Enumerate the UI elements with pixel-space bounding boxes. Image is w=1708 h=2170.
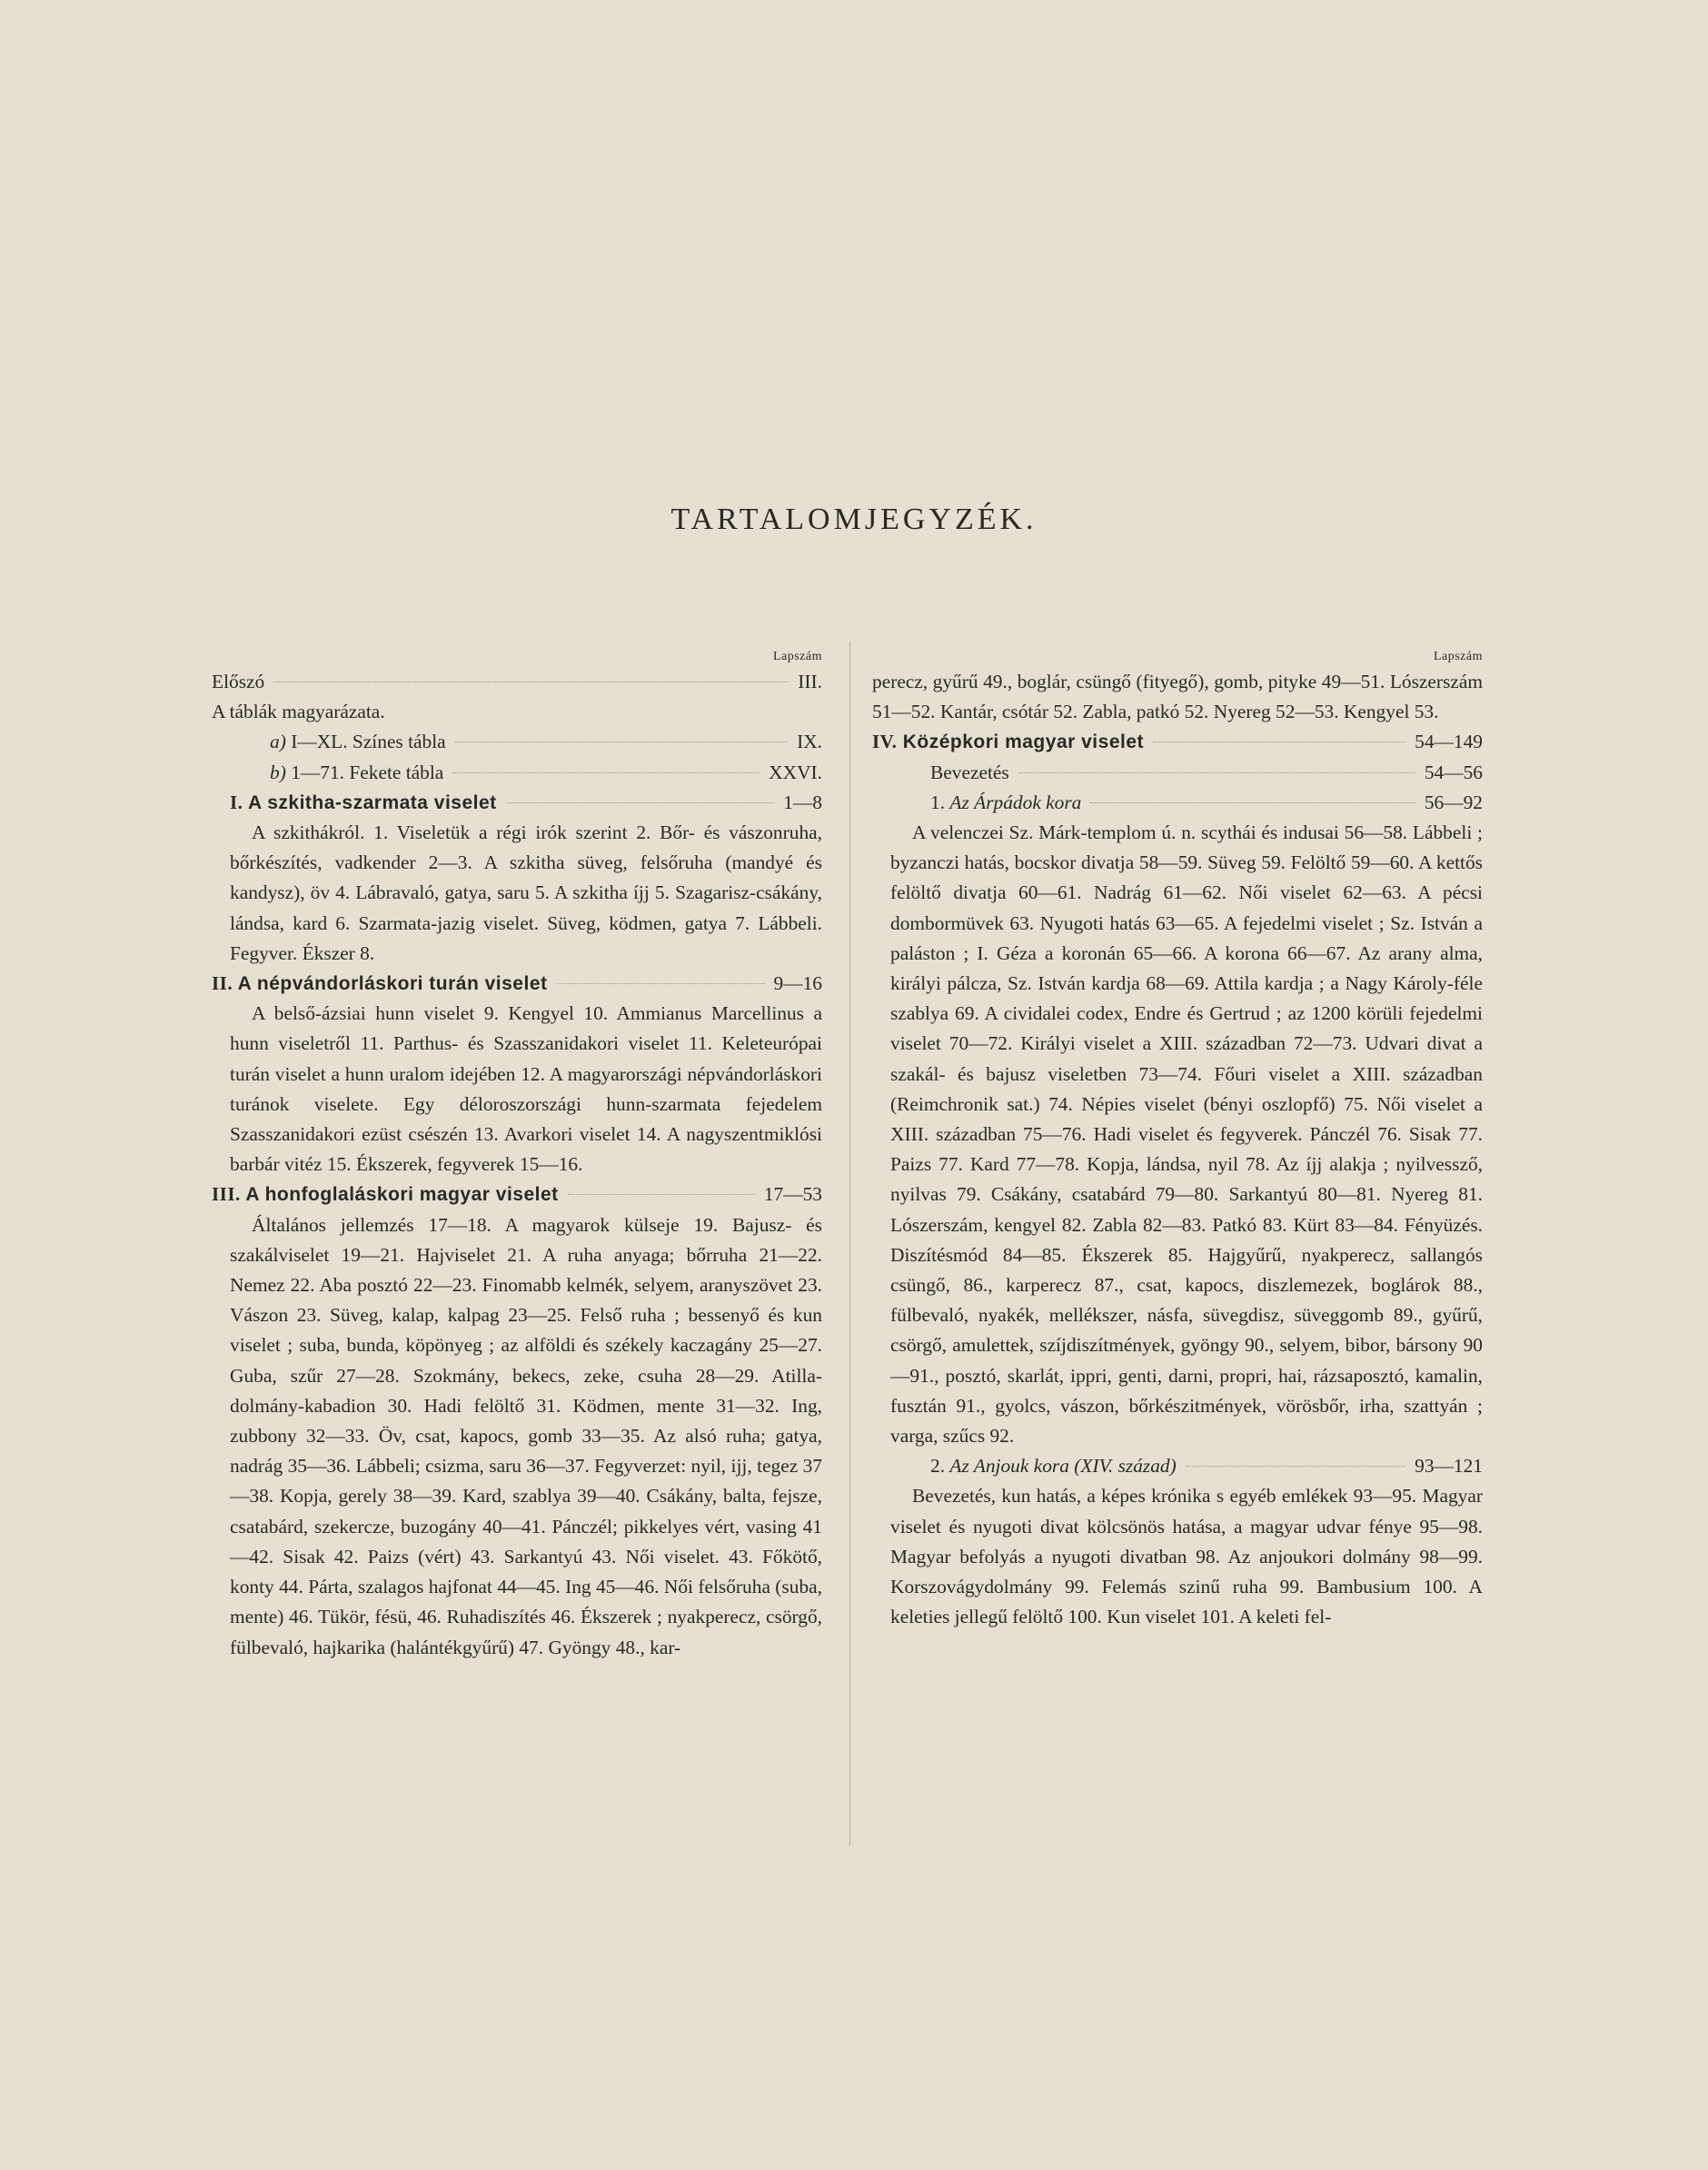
section-3-contents-continued: perecz, gyűrű 49., boglár, csüngő (fityegő), gomb, pityke 49—51. Lószerszám 51—52. Kantár, csótár 52. Zabla, patkó 52. Nyereg 52—53. Kengyel 53. — [872, 671, 1483, 723]
toc-section-1[interactable] — [212, 788, 822, 818]
section-pages: 17—53 — [763, 1183, 822, 1206]
toc-subsection-1[interactable] — [872, 788, 1483, 818]
entry-page: XXVI. — [769, 761, 822, 783]
dot-leader — [506, 802, 775, 803]
entry-page: III. — [798, 671, 822, 692]
entry-mark: b) — [270, 761, 286, 783]
toc-entry-black-plates[interactable] — [212, 758, 822, 788]
toc-entry-introduction[interactable] — [872, 758, 1483, 788]
toc-subsection-2[interactable] — [872, 1451, 1483, 1481]
dot-leader — [568, 1194, 755, 1195]
toc-entry-color-plates[interactable] — [212, 727, 822, 757]
toc-section-2[interactable] — [212, 969, 822, 999]
section-title: A népvándorláskori turán viselet — [237, 973, 548, 995]
section-number: II. — [212, 972, 233, 995]
page-title: TARTALOMJEGYZÉK. — [670, 503, 1038, 536]
section-3-contents: Általános jellemzés 17—18. A magyarok külseje 19. Bajusz- és szakálviselet 19—21. Hajviselet 21. A ruha anyaga; bőrruha 21—22. Nemez 22. Aba posztó 22—23. Finomabb kelmék, selyem, aranyszövet 23. Vászon 23. Süveg, kalap, kalpag 23—25. Felső ruha ; bessenyő és kun viselet ; suba, bunda, köpönyeg ; az alföldi és székely kaczagány 25—27. Guba, szűr 27—28. Szokmány, bekecs, zeke, csuha 28—29. Atilla-dolmány-kabadion 30. Hadi felöltő 31. Ködmen, mente 31—32. Ing, zubbony 32—33. Öv, csat, kapocs, gomb 33—35. Az alsó ruha; gatya, nadrág 35—36. Lábbeli; csizma, saru 36—37. Fegyverzet: nyil, ijj, tegez 37—38. Kopja, gerely 38—39. Kard, szablya 39—40. Csákány, balta, fejsze, csatabárd, szekercze, buzogány 40—41. Pánczél; pikkelyes vért, vasing 41—42. Sisak 42. Paizs (vért) 43. Sarkantyú 43. Női viselet. 43. Főkötő, konty 44. Párta, szalagos hajfonat 44—45. Ing 45—46. Női felsőruha (suba, mente) 46. Tükör, fésü, 46. Ruhadiszítés 46. Ékszerek ; nyakperecz, csörgő, fülbevaló, hajkarika (halántékgyűrű) 47. Gyöngy 48., kar- — [230, 1213, 822, 1658]
entry-page: 54—56 — [1424, 761, 1483, 783]
page-number-header: Lapszám — [772, 650, 822, 663]
toc-entry-plates — [212, 697, 822, 727]
section-title: Középkori magyar viselet — [902, 732, 1145, 753]
subsection-number: 2. — [930, 1455, 946, 1478]
entry-label: 1—71. Fekete tábla — [291, 761, 444, 783]
section-title: A honfoglaláskori magyar viselet — [245, 1184, 559, 1206]
subsection-1-contents: A velenczei Sz. Márk-templom ú. n. scythái és indusai 56—58. Lábbeli ; byzanczi hatás, bocskor divatja 58—59. Süveg 59. Felöltő 59—60. A kettős felöltő divatja 60—61. Nadrág 61—62. Női viselet 62—63. A pécsi dombormüvek 63. Nyugoti hatás 63—65. A fejedelmi viselet ; Sz. István a paláston ; I. Géza a koronán 65—66. A korona 66—67. Az arany alma, királyi pálcza, Sz. István kardja 68—69. Attila kardja ; a Nagy Károly-féle szablya 69. A cividalei codex, Endre és Gertrud ; az 1200 körüli fejedelmi viselet 70—72. Királyi viselet a XIII. században 72—73. Udvari divat a szakál- és bajusz viseletben 73—74. Főuri viselet a XIII. században (Reimchronik sat.) 74. Népies viselet (bényi oszlopfő) 75. Női viselet a XIII. században 75—76. Hadi viselet és fegyverek. Pánczél 76. Sisak 77. Paizs 77. Kard 77—78. Kopja, lándsa, nyil 78. Az íjj alakja ; nyilvessző, nyilvas 79. Csákány, csatabárd 79—80. Sarkantyú 80—81. Nyereg 81. Lószerszám, kengyel 82. Zabla 82—83. Patkó 83. Kürt 83—84. Fényüzés. Diszítésmód 84—85. Ékszerek 85. Hajgyűrű, nyakperecz, sallangós csüngő, 86., karperecz 87., csat, kapocs, diszlemezek, boglárok 88., fülbevaló, nyakék, mellékszer, násfa, süvegdisz, süveggomb 89., gyűrű, csörgő, amulettek, szíjdiszítmények, gyöngy 90., selyem, bibor, bársony 90—91., posztó, skarlát, ippri, genti, darni, propri, hai, rázsaposztó, kamalin, fusztán 91., gyolcs, vászon, bőrkészitmények, vörösbőr, irha, szattyán ; varga, szűcs 92. — [890, 821, 1483, 1448]
entry-label: A táblák magyarázata. — [212, 701, 385, 723]
page-number-header: Lapszám — [1433, 650, 1483, 663]
entry-label: Bevezetés — [930, 761, 1009, 783]
entry-label: I—XL. Színes tábla — [291, 731, 446, 753]
section-2-contents: A belső-ázsiai hunn viselet 9. Kengyel 10. Ammianus Marcellinus a hunn viseletről 11. Parthus- és Szasszanidakori viselet 11. Keleteurópai turán viselet a hunn uralom idejében 12. A magyarországi népvándorláskori turánok viselete. Egy déloroszországi hunn-szarmata fejedelem Szasszanidakori ezüst csészén 13. Avarkori viselet 14. A nagyszentmiklósi barbár vitéz 15. Ékszerek, fegyverek 15—16. — [230, 1002, 822, 1176]
dot-leader — [452, 772, 760, 773]
dot-leader — [1090, 802, 1415, 803]
toc-right-column — [872, 649, 1483, 1633]
dot-leader — [1186, 1466, 1405, 1467]
subsection-title: Az Anjouk kora (XIV. század) — [949, 1455, 1177, 1478]
toc-section-3[interactable] — [212, 1180, 822, 1209]
section-number: IV. — [872, 731, 898, 753]
toc-left-column — [212, 649, 822, 1663]
entry-mark: a) — [270, 731, 286, 753]
section-pages: 9—16 — [773, 972, 822, 995]
column-divider — [849, 642, 850, 1846]
subsection-pages: 56—92 — [1424, 791, 1483, 813]
toc-section-4[interactable] — [872, 727, 1483, 757]
section-pages: 1—8 — [783, 791, 822, 813]
dot-leader — [557, 983, 765, 984]
entry-page: IX. — [797, 731, 822, 753]
subsection-number: 1. — [930, 791, 946, 813]
section-number: I. — [230, 791, 243, 813]
section-1-contents: A szkithákról. 1. Viseletük a régi irók szerint 2. Bőr- és vászonruha, bőrkészítés, vadkender 2—3. A szkitha süveg, felsőruha (mandyé és kandysz), öv 4. Lábravaló, gatya, saru 5. A szkitha íjj 5. Szagarisz-csákány, lándsa, kard 6. Szarmata-jazig viselet. Süveg, ködmen, gatya 7. Lábbeli. Fegyver. Ékszer 8. — [230, 821, 822, 964]
entry-label: Előszó — [212, 671, 265, 692]
section-title: A szkitha-szarmata viselet — [248, 791, 497, 813]
subsection-title: Az Árpádok kora — [949, 791, 1082, 813]
dot-leader — [1018, 772, 1415, 773]
subsection-2-contents: Bevezetés, kun hatás, a képes krónika s egyéb emlékek 93—95. Magyar viselet és nyugoti divat kölcsönös hatása, a magyar udvar fénye 95—98. Magyar befolyás a nyugoti divatban 98. Az anjoukori dolmány 98—99. Korszovágydolmány 99. Felemás szinű ruha 99. Bambusium 100. A keleties jellegű felöltő 100. Kun viselet 101. A keleti fel- — [890, 1485, 1483, 1628]
section-pages: 54—149 — [1415, 731, 1483, 753]
subsection-pages: 93—121 — [1415, 1455, 1483, 1478]
toc-entry-preface[interactable] — [212, 667, 822, 697]
section-number: III. — [212, 1183, 241, 1206]
